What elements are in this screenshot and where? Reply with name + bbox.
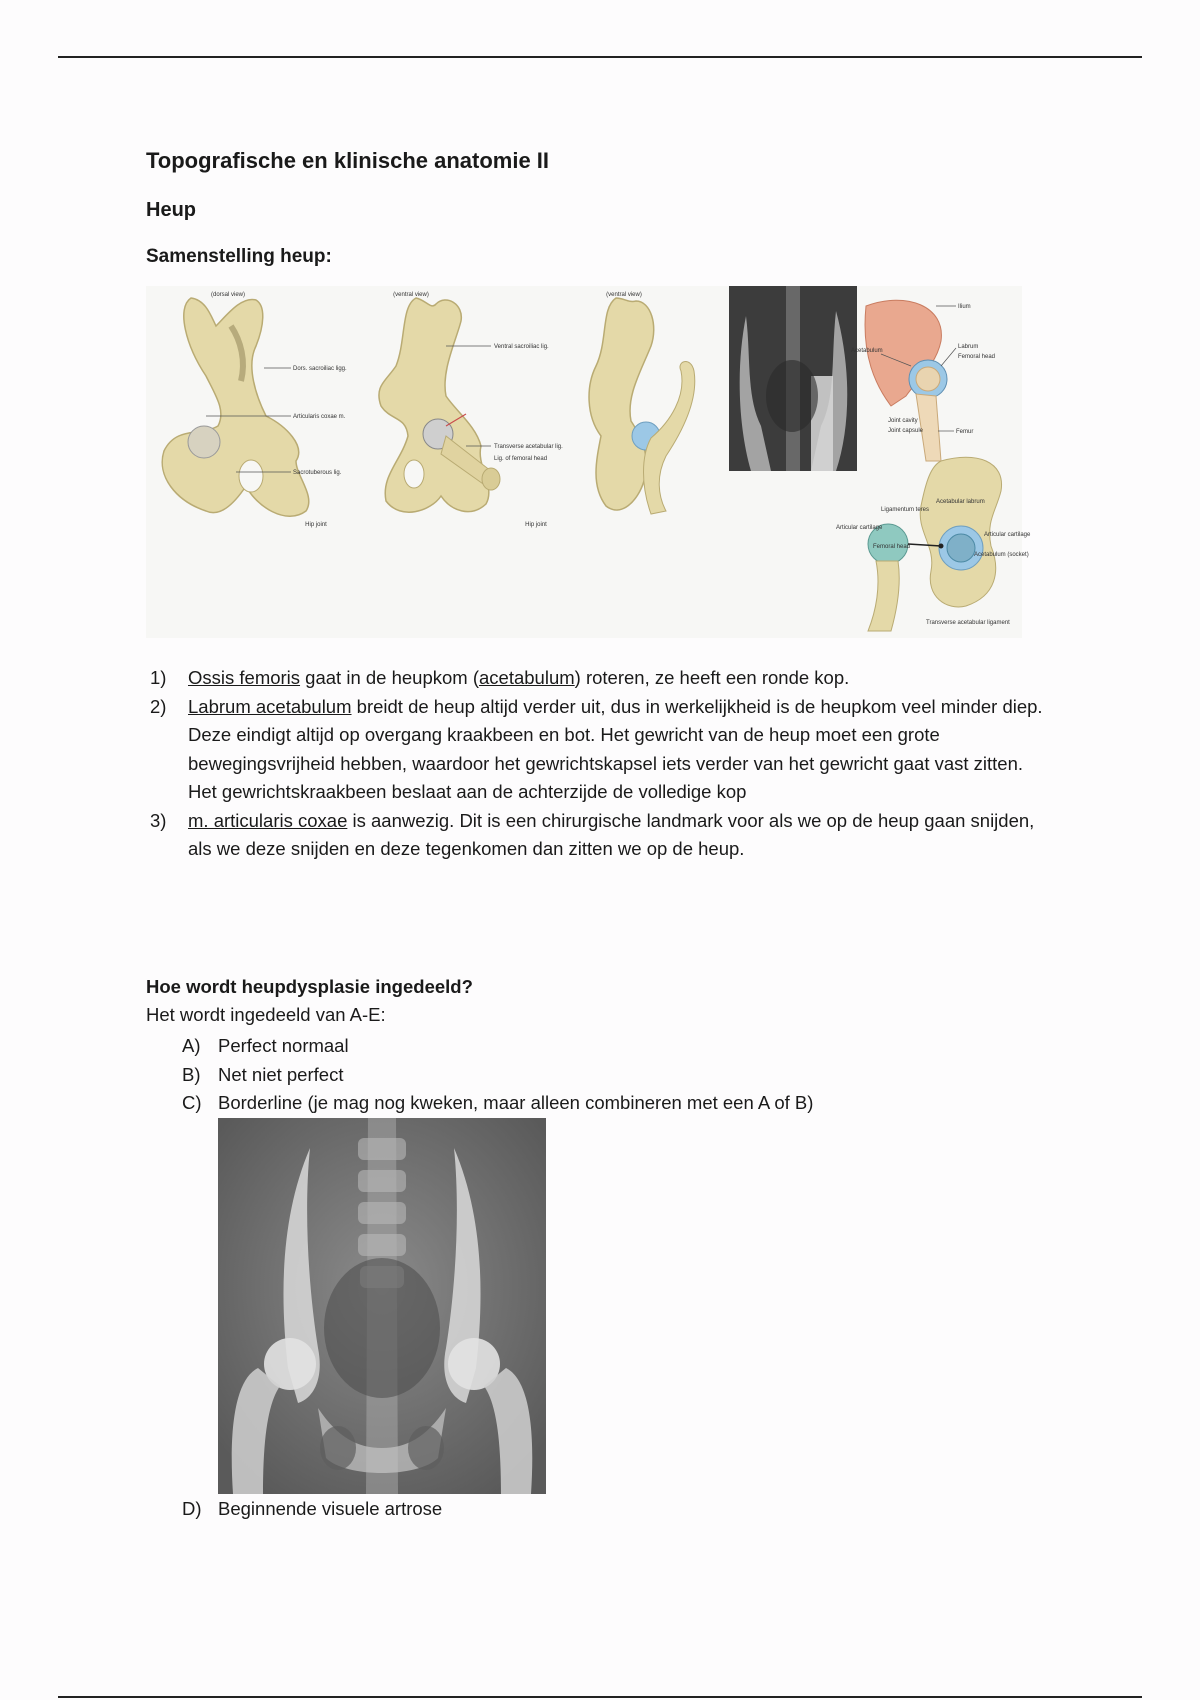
label-transverse-lig: Transverse acetabular ligament <box>926 620 1010 626</box>
list-item <box>182 1089 982 1118</box>
label-ilium: Ilium <box>958 304 971 310</box>
label-ventral-sacro: Ventral sacroiliac lig. <box>494 344 549 350</box>
label-labrum: Labrum <box>958 344 979 350</box>
term-ossis-femoris: Ossis femoris <box>188 667 301 688</box>
item-text: Borderline (je mag nog kweken, maar alleen combineren met een A of B) <box>218 1092 814 1113</box>
item-letter: A) <box>182 1035 201 1056</box>
label-lig-teres: Ligamentum teres <box>881 507 930 513</box>
item-text: Beginnende visuele artrose <box>218 1498 443 1519</box>
label-femoral-head-2: Femoral head <box>873 544 911 550</box>
label-femur: Femur <box>956 429 974 435</box>
label-joint-capsule: Joint capsule <box>888 428 924 434</box>
grading-list-continued <box>182 1495 982 1524</box>
label-articular-cart-1: Articular cartilage <box>836 525 883 531</box>
pelvis-xray-image <box>218 1118 546 1494</box>
label-hip-joint-1: Hip joint <box>305 522 327 528</box>
item-number: 2) <box>150 695 167 717</box>
section-heading: Heup <box>146 199 196 221</box>
question-heading: Hoe wordt heupdysplasie ingedeeld? <box>146 976 473 997</box>
question-intro: Het wordt ingedeeld van A-E: <box>146 1004 386 1025</box>
pelvis-xray-thumbnail <box>729 286 857 471</box>
label-acetabulum-socket: Acetabulum (socket) <box>974 552 1029 558</box>
list-item <box>146 807 1046 864</box>
top-rule <box>58 56 1142 58</box>
label-articularis: Articularis coxae m. <box>293 414 346 420</box>
item-text: is aanwezig. Dit is een chirurgische landmark voor als we op de heup gaan snijden, als we deze snijden en deze tegenkomen dan zitten we op de heup. <box>188 809 1035 859</box>
item-letter: C) <box>182 1092 202 1113</box>
label-femoral-head: Femoral head <box>958 354 996 360</box>
subsection-heading: Samenstelling heup: <box>146 246 332 267</box>
label-hip-joint-2: Hip joint <box>525 522 547 528</box>
view-label-1: (dorsal view) <box>210 292 246 298</box>
item-letter: B) <box>182 1063 201 1085</box>
label-acetabulum: Acetabulum <box>851 348 883 354</box>
view-label-3: (ventral view) <box>606 292 642 298</box>
page-title: Topografische en klinische anatomie II <box>146 148 550 173</box>
item-text: ) roteren, ze heeft een ronde kop. <box>574 667 850 688</box>
list-item <box>182 1032 982 1061</box>
list-item <box>182 1495 982 1524</box>
ventral-femur-drawing <box>589 298 695 514</box>
hip-anatomy-illustration <box>146 286 1031 638</box>
item-text: gaat in de heupkom ( <box>300 667 479 688</box>
item-letter: D) <box>182 1498 202 1519</box>
item-number: 3) <box>150 809 167 831</box>
list-item <box>146 664 1046 693</box>
grading-list <box>182 1032 982 1118</box>
term-acetabulum: acetabulum <box>479 667 575 688</box>
item-text: breidt de heup altijd verder uit, dus in werkelijkheid is de heupkom veel minder diep. Deze eindigt altijd op overgang kraakbeen en bot. Het gewricht van de heup moet een grote bewegingsvrijheid hebben, waardoor het gewrichtskapsel iets verder van het gewricht gaat vast zitten. Het gewrichtskraakbeen beslaat aan de achterzijde de volledige kop <box>188 695 1043 802</box>
hip-joint-color-diagram <box>865 300 947 461</box>
label-dors-sacro: Dors. sacroiliac ligg. <box>293 366 347 372</box>
label-lig-femoral: Lig. of femoral head <box>494 456 548 462</box>
label-acetabular-labrum: Acetabular labrum <box>936 499 985 505</box>
dorsal-pelvis-drawing <box>162 298 309 516</box>
item-number: 1) <box>150 667 167 688</box>
list-item <box>146 693 1046 807</box>
ventral-pelvis-drawing <box>379 298 500 512</box>
label-sacrotuberous: Sacrotuberous lig. <box>293 470 342 476</box>
item-text: Net niet perfect <box>218 1063 344 1085</box>
item-text: Perfect normaal <box>218 1035 349 1056</box>
bottom-rule <box>58 1696 1142 1698</box>
hip-anatomy-figure <box>146 286 1031 638</box>
term-articularis-coxae: m. articularis coxae <box>188 809 348 831</box>
hip-dysplasia-xray <box>218 1118 546 1494</box>
label-transverse: Transverse acetabular lig. <box>494 444 563 450</box>
view-label-2: (ventral view) <box>393 292 429 298</box>
list-item <box>182 1061 982 1090</box>
hip-composition-list <box>146 664 1046 864</box>
term-labrum-acetabulum: Labrum acetabulum <box>188 695 352 717</box>
label-articular-cart-2: Articular cartilage <box>984 532 1031 538</box>
label-joint-cavity: Joint cavity <box>888 418 918 424</box>
